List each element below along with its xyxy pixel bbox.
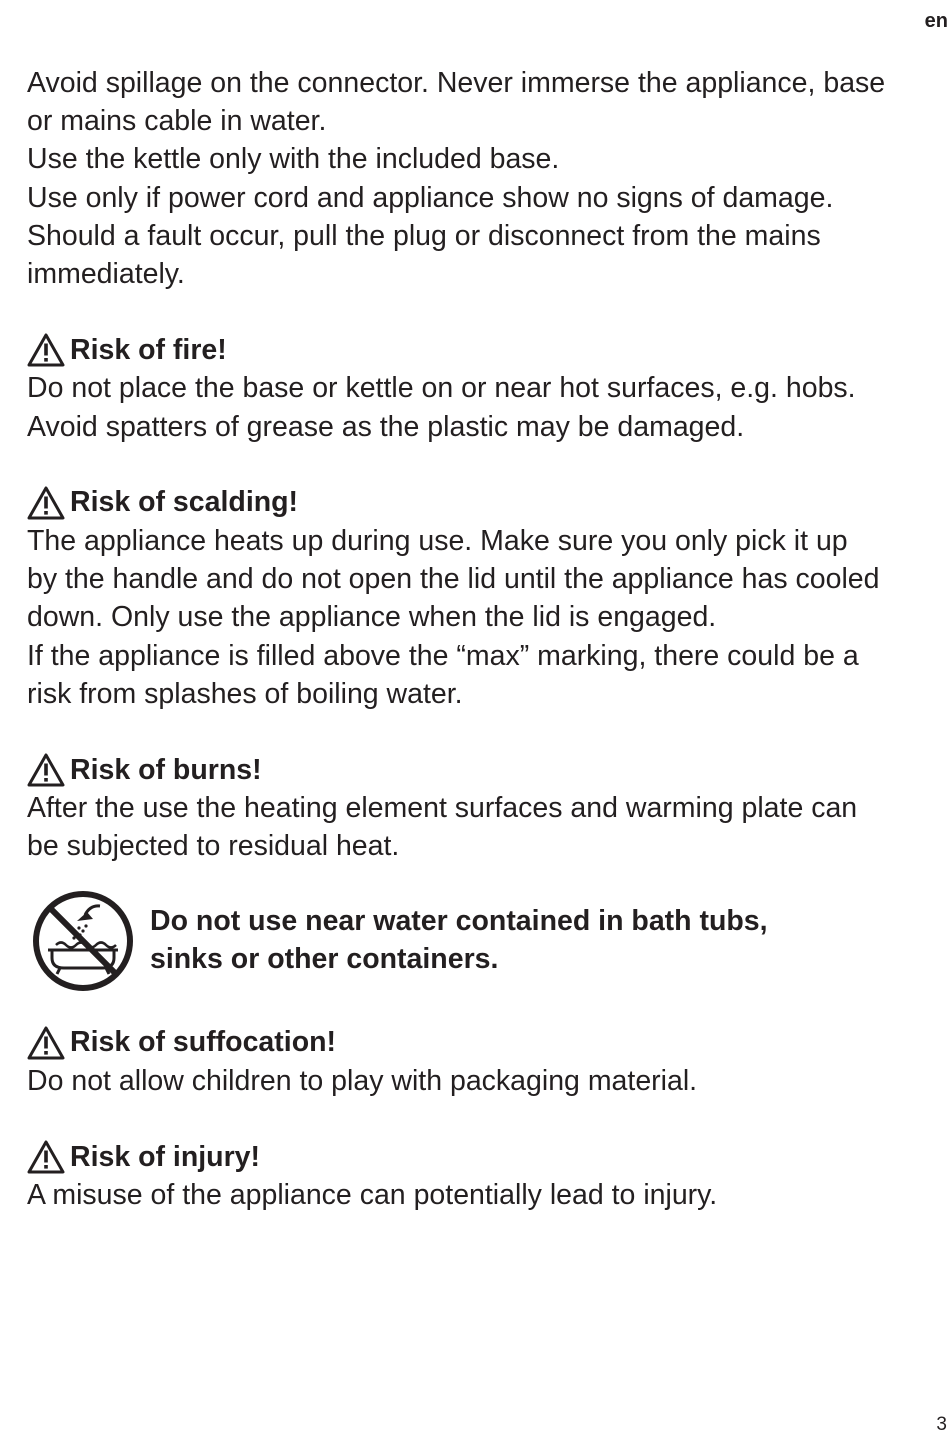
- warning-triangle-icon: [27, 1140, 65, 1174]
- fire-paragraph: [27, 369, 947, 445]
- intro-line: Use the kettle only with the included base.: [27, 143, 560, 176]
- scalding-line: risk from splashes of boiling water.: [27, 677, 463, 710]
- bath-warning: [27, 902, 947, 994]
- bath-warning-line: Do not use near water contained in bath tubs,: [150, 904, 768, 937]
- injury-heading-text: Risk of injury!: [70, 1140, 261, 1173]
- scalding-line: by the handle and do not open the lid until the appliance has cooled: [27, 563, 880, 596]
- suffocation-section: [27, 1024, 947, 1100]
- scalding-heading-text: Risk of scalding!: [70, 486, 299, 519]
- injury-heading: [27, 1138, 947, 1176]
- intro-line: Should a fault occur, pull the plug or disconnect from the mains: [27, 219, 821, 252]
- injury-line: A misuse of the appliance can potentially lead to injury.: [27, 1179, 718, 1212]
- intro-line: immediately.: [27, 258, 185, 291]
- suffocation-line: Do not allow children to play with packaging material.: [27, 1064, 698, 1097]
- scalding-line: If the appliance is filled above the “max” marking, there could be a: [27, 639, 859, 672]
- bath-warning-line: sinks or other containers.: [150, 942, 499, 975]
- intro-line: Use only if power cord and appliance show no signs of damage.: [27, 181, 834, 214]
- warning-triangle-icon: [27, 753, 65, 787]
- burns-line: be subjected to residual heat.: [27, 830, 400, 863]
- warning-triangle-icon: [27, 1026, 65, 1060]
- bath-warning-text: [150, 902, 768, 978]
- scalding-paragraph: [27, 522, 947, 713]
- injury-section: [27, 1138, 947, 1214]
- warning-triangle-icon: [27, 486, 65, 520]
- suffocation-paragraph: [27, 1062, 947, 1100]
- burns-paragraph: [27, 789, 947, 865]
- intro-paragraph: [27, 64, 947, 293]
- fire-heading: [27, 331, 947, 369]
- intro-line: or mains cable in water.: [27, 105, 327, 138]
- scalding-section: [27, 484, 947, 713]
- burns-heading-text: Risk of burns!: [70, 753, 262, 786]
- burns-line: After the use the heating element surfaces and warming plate can: [27, 792, 858, 825]
- warning-triangle-icon: [27, 333, 65, 367]
- scalding-line: down. Only use the appliance when the lid is engaged.: [27, 601, 717, 634]
- intro-line: Avoid spillage on the connector. Never immerse the appliance, base: [27, 67, 886, 99]
- no-bathtub-icon: [30, 888, 136, 994]
- language-code: en: [924, 10, 948, 32]
- scalding-line: The appliance heats up during use. Make sure you only pick it up: [27, 525, 848, 557]
- page-number: 3: [936, 1414, 947, 1435]
- suffocation-heading-text: Risk of suffocation!: [70, 1026, 337, 1059]
- fire-line: Do not place the base or kettle on or near hot surfaces, e.g. hobs.: [27, 372, 856, 405]
- burns-section: [27, 751, 947, 866]
- suffocation-heading: [27, 1024, 947, 1062]
- scalding-heading: [27, 484, 947, 522]
- safety-instructions: [27, 64, 947, 1214]
- fire-line: Avoid spatters of grease as the plastic may be damaged.: [27, 410, 745, 443]
- fire-heading-text: Risk of fire!: [70, 333, 227, 366]
- fire-section: [27, 331, 947, 446]
- burns-heading: [27, 751, 947, 789]
- injury-paragraph: [27, 1176, 947, 1214]
